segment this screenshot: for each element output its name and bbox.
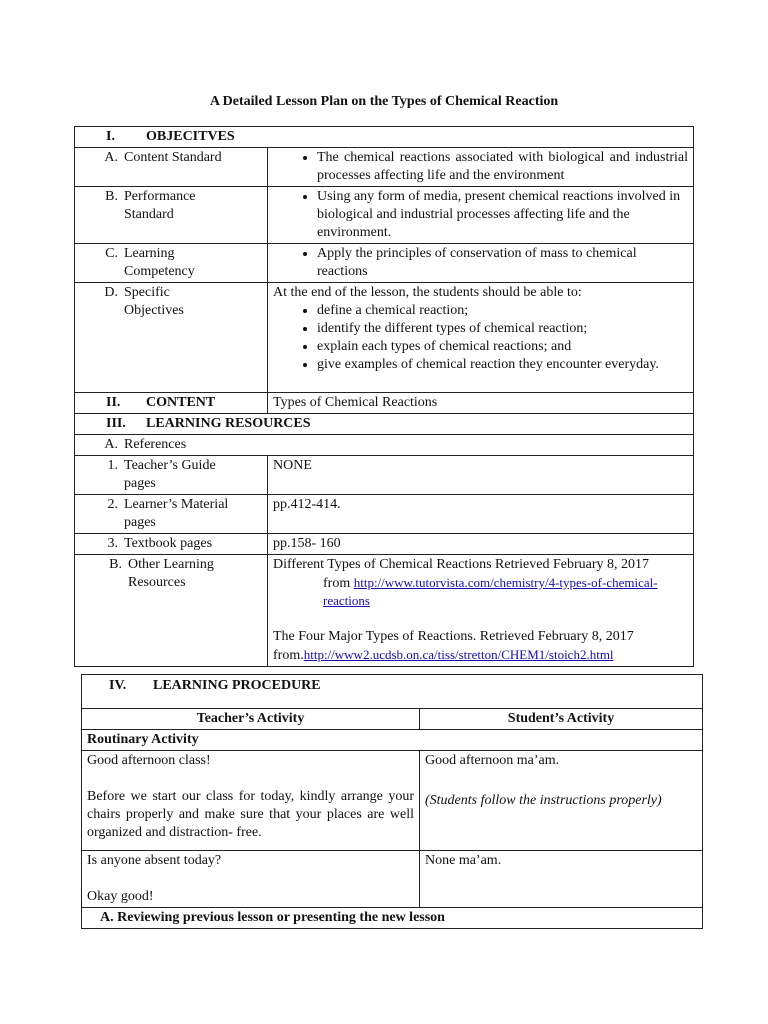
spacer [425,770,697,792]
list-item: • give examples of chemical reaction they encounter everyday. [317,356,688,374]
learners-material-num: 2. [107,497,118,512]
teachers-guide-value: NONE [268,456,694,495]
reference-2-from: from. [273,648,304,663]
student-attendance-response: None ma’am. [420,851,703,908]
list-item: • identify the different types of chemical reaction; [317,320,688,338]
content-roman: II. [106,395,121,410]
greeting-row [82,751,703,851]
learners-material-label: Learner’s Material pages [124,497,229,530]
resources-header-row [75,414,694,435]
textbook-value: pp.158- 160 [268,534,694,555]
other-resources-letter: B. [109,557,122,572]
content-standard-label: Content Standard [124,150,222,165]
references-label: References [124,437,187,452]
teachers-guide-num: 1. [107,458,118,473]
performance-standard-row [75,187,694,244]
reference-2-text: The Four Major Types of Reactions. Retrieved February 8, 2017 [273,629,634,644]
performance-standard-text: • Using any form of media, present chemical reactions involved in biological and industrial processes affecting life and the environment. [317,188,688,242]
teacher-attendance-question: Is anyone absent today? [87,853,222,868]
textbook-num: 3. [107,536,118,551]
reference-spacer [273,610,688,628]
student-greeting: Good afternoon ma’am. [425,753,560,768]
performance-standard-letter: B. [105,189,118,204]
list-item: • define a chemical reaction; [317,302,688,320]
specific-objectives-row [75,283,694,393]
list-item: • explain each types of chemical reactions; and [317,338,688,356]
content-heading: CONTENT [146,395,216,410]
routinary-activity-label: Routinary Activity [82,730,703,751]
learning-competency-row [75,244,694,283]
learning-competency-letter: C. [105,246,118,261]
attendance-row [82,851,703,908]
content-value: Types of Chemical Reactions [268,393,694,414]
content-row [75,393,694,414]
reference-1-text: Different Types of Chemical Reactions Retrieved February 8, 2017 [273,557,650,572]
section-a-row [82,908,703,929]
lesson-plan-table [74,126,694,667]
reference-1-link[interactable]: http://www.tutorvista.com/chemistry/4-types-of-chemical-reactions [323,575,658,608]
specific-objectives-letter: D. [104,285,118,300]
reference-1-from: from [323,576,351,591]
objectives-header-row [75,127,694,148]
other-resources-label: Other Learning Resources [128,557,214,590]
teachers-guide-row [75,456,694,495]
specific-objectives-list [273,302,688,374]
spacer [87,870,414,888]
content-standard-row [75,148,694,187]
activity-header-row [82,709,703,730]
student-response: (Students follow the instructions properly) [425,793,662,808]
learning-procedure-table [81,674,703,929]
procedure-roman: IV. [109,678,127,693]
procedure-heading: LEARNING PROCEDURE [153,678,321,693]
resources-roman: III. [106,416,126,431]
objectives-roman: I. [106,129,115,144]
learners-material-row [75,495,694,534]
references-letter: A. [104,437,118,452]
teacher-instruction: Before we start our class for today, kindly arrange your chairs properly and make sure that your places are well organized and distraction- free. [87,789,414,840]
references-row [75,435,694,456]
reference-2-link[interactable]: http://www2.ucdsb.on.ca/tiss/stretton/CHEM1/stoich2.html [303,647,614,662]
student-activity-header: Student’s Activity [420,709,703,730]
performance-standard-label: Performance Standard [124,189,196,222]
learners-material-value: pp.412-414. [268,495,694,534]
content-standard-letter: A. [104,150,118,165]
textbook-row [75,534,694,555]
textbook-label: Textbook pages [124,536,213,551]
other-resources-row [75,555,694,667]
teacher-activity-header: Teacher’s Activity [82,709,420,730]
spacer [87,770,414,788]
content-standard-text: • The chemical reactions associated with biological and industrial processes affecting life and the environment [317,149,688,185]
document-title: A Detailed Lesson Plan on the Types of Chemical Reaction [209,94,559,109]
teacher-greeting: Good afternoon class! [87,753,211,768]
routinary-row [82,730,703,751]
objectives-heading: OBJECITVES [146,129,235,144]
teachers-guide-label: Teacher’s Guide pages [124,458,216,491]
specific-objectives-intro: At the end of the lesson, the students should be able to: [273,285,582,300]
learning-competency-text: • Apply the principles of conservation of mass to chemical reactions [317,245,688,281]
specific-objectives-label: Specific Objectives [124,285,184,318]
section-a-heading: A. Reviewing previous lesson or presenting the new lesson [82,908,703,929]
resources-heading: LEARNING RESOURCES [146,416,311,431]
teacher-attendance-response: Okay good! [87,889,154,904]
procedure-header-row [82,675,703,709]
learning-competency-label: Learning Competency [124,246,195,279]
